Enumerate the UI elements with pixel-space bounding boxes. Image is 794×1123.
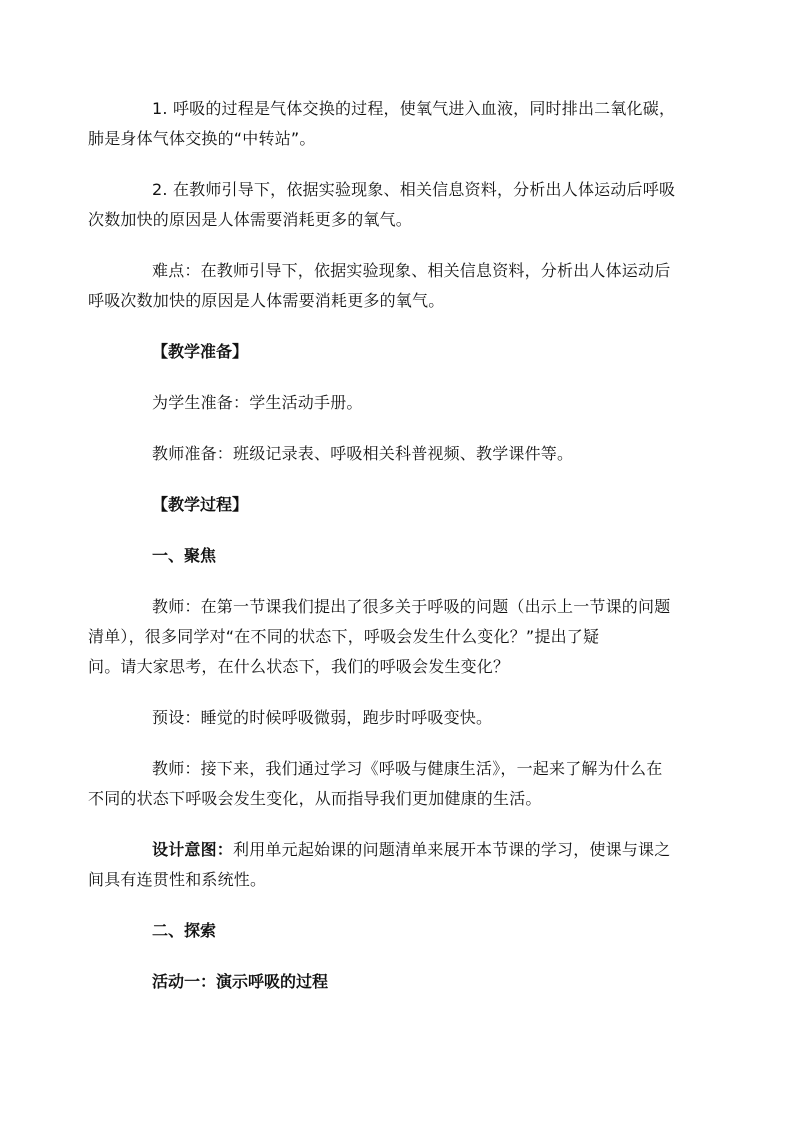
expected-answer-paragraph: 预设：睡觉的时候呼吸微弱，跑步时呼吸变快。 [152,708,493,727]
text-line: 肺是身体气体交换的“中转站”。 [88,129,316,148]
document-body [88,94,680,1018]
text-line: 间具有连贯性和系统性。 [88,870,267,889]
text-line: 清单），很多同学对“在不同的状态下，呼吸会发生什么变化？”提出了疑 [88,627,600,646]
subsection-heading-explore: 二、探索 [152,921,217,940]
design-intent-paragraph [88,835,680,895]
teacher-question-paragraph [88,592,680,682]
text-line: 呼吸次数加快的原因是人体需要消耗更多的氧气。 [88,291,445,310]
teacher-preparation: 教师准备：班级记录表、呼吸相关科普视频、教学课件等。 [152,444,574,463]
text-line: 1. 呼吸的过程是气体交换的过程，使氧气进入血液，同时排出二氧化碳， [152,99,676,118]
text-line [120,835,680,865]
student-preparation: 为学生准备：学生活动手册。 [152,393,363,412]
text-line: 难点：在教师引导下，依据实验现象、相关信息资料，分析出人体运动后 [152,261,671,280]
text-line: 2. 在教师引导下，依据实验现象、相关信息资料，分析出人体运动后呼吸 [152,180,676,199]
difficulty-paragraph [88,256,680,316]
design-intent-label: 设计意图： [152,840,234,859]
text-line: 次数加快的原因是人体需要消耗更多的氧气。 [88,210,413,229]
objective-paragraph-1 [88,94,680,154]
text-line: 不同的状态下呼吸会发生变化，从而指导我们更加健康的生活。 [88,789,542,808]
text-line: 教师：接下来，我们通过学习《呼吸与健康生活》，一起来了解为什么在 [152,759,663,778]
activity-heading: 活动一：演示呼吸的过程 [152,972,329,991]
text-line: 问。请大家思考，在什么状态下，我们的呼吸会发生变化？ [88,657,510,676]
teacher-transition-paragraph [88,754,680,814]
objective-paragraph-2 [88,175,680,235]
text-line: 教师：在第一节课我们提出了很多关于呼吸的问题（出示上一节课的问题 [152,597,671,616]
design-intent-text: 利用单元起始课的问题清单来展开本节课的学习，使课与课之 [233,840,671,859]
subsection-heading-focus: 一、聚焦 [152,546,217,565]
section-heading-process: 【教学过程】 [152,495,249,514]
section-heading-preparation: 【教学准备】 [152,342,249,361]
